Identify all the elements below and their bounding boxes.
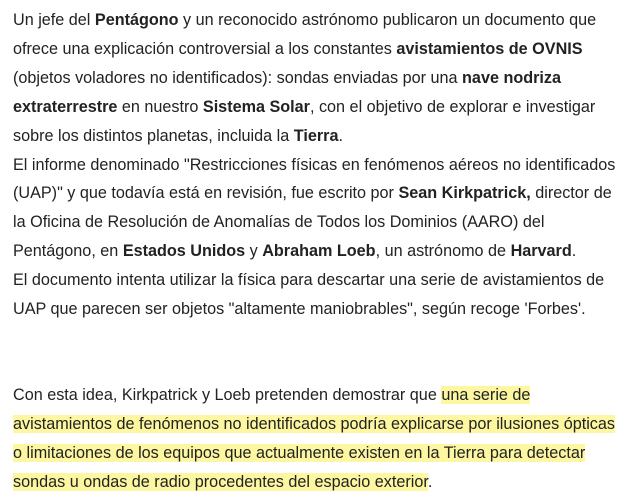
text-segment: El informe denominado "Restricciones físicas en fenómenos aéreos no identificados (UAP)" y que todavía está en revisión, fue escrito por xyxy=(13,155,616,203)
text-segment: El documento intenta utilizar la física para descartar una serie de avistamientos de UAP que parecen ser objetos "altamente maniobrables", según recoge 'Forbes'. xyxy=(13,271,605,319)
bold-term-nave-nodriza: nave nodriza extraterrestre xyxy=(13,68,561,116)
text-segment: (objetos voladores no identificados): sondas enviadas por una xyxy=(13,68,463,87)
bold-term-abraham-loeb: Abraham Loeb xyxy=(262,242,376,261)
bold-term-sistema-solar: Sistema Solar xyxy=(202,97,310,116)
text-segment: , un astrónomo de xyxy=(375,242,511,261)
paragraph-1 xyxy=(13,6,625,151)
text-segment: Con esta idea, Kirkpatrick y Loeb pretenden demostrar que xyxy=(13,386,442,405)
text-segment: Un jefe del xyxy=(13,11,95,29)
highlighted-passage: una serie de avistamientos de fenómenos no identificados podría explicarse por ilusiones ópticas o limitaciones de los equipos que actualmente existen en la Tierra para detectar sondas u ondas de radio procedentes del espacio exterior xyxy=(13,386,615,492)
text-segment: . xyxy=(571,242,577,261)
bold-term-pentagono: Pentágono xyxy=(94,11,179,29)
text-segment: en nuestro xyxy=(117,97,203,116)
bold-term-estados-unidos: Estados Unidos xyxy=(122,242,246,261)
bold-term-avistamientos: avistamientos de OVNIS xyxy=(396,39,583,58)
bold-term-tierra: Tierra xyxy=(293,126,339,145)
bold-term-sean-kirkpatrick: Sean Kirkpatrick, xyxy=(398,184,531,203)
text-segment: . xyxy=(338,126,343,145)
text-segment: . xyxy=(427,473,433,492)
text-segment: y xyxy=(245,242,263,261)
bold-term-harvard: Harvard xyxy=(510,242,572,261)
text-segment: director de la Oficina de Resolución de Anomalías de Todos los Dominios (AARO) del Pentágono, en xyxy=(13,184,612,261)
text-segment: , con el objetivo de explorar e investigar sobre los distintos planetas, incluida la xyxy=(13,97,596,145)
paragraph-4 xyxy=(13,381,625,497)
paragraph-spacer xyxy=(13,324,625,382)
text-segment: y un reconocido astrónomo publicaron un documento que ofrece una explicación controversial a los constantes xyxy=(13,11,597,58)
paragraph-3 xyxy=(13,266,625,324)
paragraph-2 xyxy=(13,151,625,267)
article-body xyxy=(13,6,625,497)
